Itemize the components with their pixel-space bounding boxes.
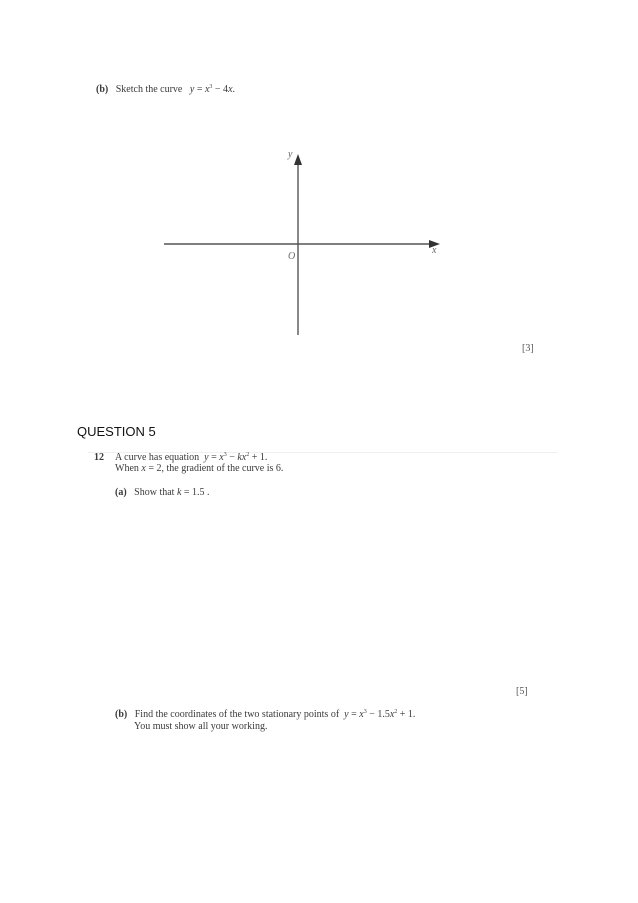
eq-end: + 1. <box>249 452 268 463</box>
y-axis-label: y <box>288 149 293 160</box>
eq-x: x <box>204 84 210 95</box>
eq-y: y <box>204 452 209 463</box>
eq-rest: − 4 <box>212 84 229 95</box>
eq-x: x <box>219 452 224 463</box>
part-a-prompt <box>115 487 210 498</box>
eq-x: x <box>359 709 364 720</box>
stem-text: A curve has equation <box>115 452 200 463</box>
part-b-working-instruction: You must show all your working. <box>134 721 268 732</box>
part-b-sketch-prompt <box>96 84 235 95</box>
stem-gradient-text: = 2, the gradient of the curve is 6. <box>145 463 284 474</box>
part-a-value: = 1.5 . <box>181 487 210 498</box>
question-stem-line2 <box>115 463 283 474</box>
part-b2-label: (b) <box>115 709 128 720</box>
part-a-text: Show that <box>134 487 175 498</box>
eq-x2: x <box>228 84 233 95</box>
question-number: 12 <box>94 452 104 463</box>
eq-sign: = <box>194 84 205 95</box>
question-heading: QUESTION 5 <box>77 424 156 439</box>
y-axis-arrowhead <box>294 154 302 165</box>
part-b-equation <box>190 84 235 95</box>
eq-minus: − <box>226 452 238 463</box>
eq-y: y <box>344 709 349 720</box>
part-a-k: k <box>176 487 182 498</box>
stem-when: When <box>115 463 139 474</box>
eq-power-3: 3 <box>223 452 227 458</box>
eq-power-2: 2 <box>246 452 250 458</box>
stem-x: x <box>141 463 146 474</box>
eq-x2: x <box>389 709 395 720</box>
part-b-stationary-prompt <box>115 709 415 720</box>
eq-power-3: 3 <box>363 709 367 715</box>
part-a-label: (a) <box>115 487 127 498</box>
question-stem-line1 <box>115 452 267 463</box>
eq-end: + 1. <box>397 709 416 720</box>
eq-end: . <box>232 84 236 95</box>
part-b-label: (b) <box>96 84 109 95</box>
marks-allocation-first: [3] <box>522 343 534 354</box>
eq-x2: x <box>241 452 247 463</box>
eq-k: k <box>237 452 242 463</box>
eq-sign: = <box>348 709 360 720</box>
blank-axes-diagram <box>160 145 450 340</box>
eq-power: 3 <box>209 84 213 90</box>
eq-coefficient: − 1.5 <box>366 709 390 720</box>
x-axis-label: x <box>432 245 437 256</box>
part-b-instruction: Sketch the curve <box>115 84 183 95</box>
part-b2-text: Find the coordinates of the two stationary points of <box>134 709 340 720</box>
eq-sign: = <box>208 452 220 463</box>
origin-label: O <box>288 251 296 262</box>
marks-allocation-second: [5] <box>516 686 528 697</box>
eq-y: y <box>189 84 195 95</box>
eq-power-2: 2 <box>394 709 398 715</box>
